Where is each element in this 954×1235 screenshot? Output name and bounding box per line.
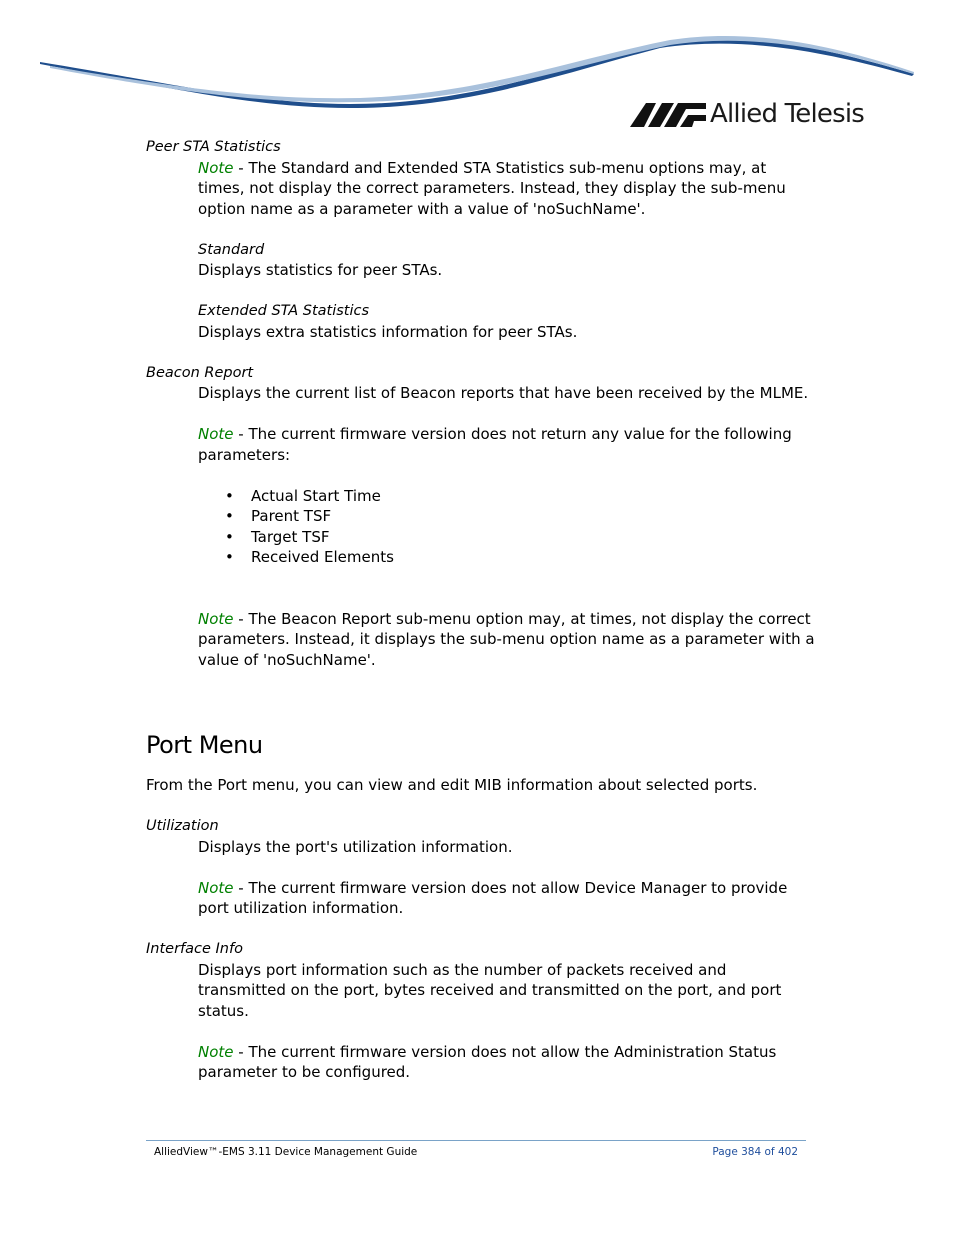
- note-text: - The current firmware version does not allow Device Manager to provide port utilization information.: [198, 878, 788, 917]
- term-standard: Standard: [198, 241, 265, 258]
- port-menu-intro: From the Port menu, you can view and edit MIB information about selected ports.: [146, 776, 758, 794]
- desc-utilization: Displays the port's utilization information.: [198, 837, 513, 856]
- peer-sta-block: [198, 158, 816, 343]
- allied-telesis-logo-icon: [630, 100, 706, 128]
- list-item: • Actual Start Time: [251, 486, 816, 507]
- term-peer-sta-statistics: Peer STA Statistics: [146, 139, 281, 155]
- list-item: • Parent TSF: [251, 506, 816, 527]
- beacon-note-2-block: [198, 609, 816, 671]
- beacon-parameter-list: [198, 486, 816, 568]
- document-body: [146, 137, 816, 1083]
- note-label: Note: [198, 425, 234, 443]
- interface-info-block: [198, 960, 816, 1083]
- section-heading-port-menu: Port Menu: [146, 731, 263, 759]
- note-text: - The current firmware version does not return any value for the following parameters:: [198, 425, 792, 464]
- allied-telesis-logo: [630, 100, 864, 128]
- footer-document-title: AlliedView™-EMS 3.11 Device Management Guide: [154, 1146, 418, 1158]
- logo-wordmark: Allied Telesis: [710, 99, 865, 129]
- note-label: Note: [198, 878, 234, 897]
- note-label: Note: [198, 609, 234, 628]
- footer-divider: [146, 1140, 806, 1141]
- term-interface-info: Interface Info: [146, 941, 243, 957]
- note-interface-info: [198, 1042, 816, 1083]
- desc-beacon-report: Displays the current list of Beacon reports that have been received by the MLME.: [198, 384, 809, 402]
- desc-extended-sta-statistics: Displays extra statistics information for peer STAs.: [198, 322, 578, 341]
- desc-interface-info: Displays port information such as the number of packets received and transmitted on the port, bytes received and transmitted on the port, and port status.: [198, 960, 782, 1020]
- note-beacon-1: [198, 424, 816, 465]
- list-item: • Target TSF: [251, 527, 816, 548]
- term-utilization: Utilization: [146, 818, 219, 834]
- note-text: - The Beacon Report sub-menu option may, at times, not display the correct parameters. Instead, it displays the sub-menu option name as a parameter with a value of 'noSuchName'.: [198, 609, 815, 669]
- note-beacon-2: [198, 609, 816, 671]
- note-label: Note: [198, 158, 234, 177]
- note-peer-sta: [198, 158, 816, 220]
- term-extended-sta-statistics: Extended STA Statistics: [198, 303, 370, 319]
- footer-page-number: Page 384 of 402: [712, 1146, 798, 1158]
- term-beacon-report: Beacon Report: [146, 364, 254, 381]
- beacon-block: [198, 383, 816, 486]
- note-text: - The Standard and Extended STA Statistics sub-menu options may, at times, not display the correct parameters. Instead, they display the sub-menu option name as a parameter with a value of 'noSuchName'.: [198, 158, 786, 218]
- list-item: • Received Elements: [251, 547, 816, 568]
- note-text: - The current firmware version does not allow the Administration Status parameter to be configured.: [198, 1042, 777, 1081]
- note-utilization: [198, 878, 816, 919]
- desc-standard: Displays statistics for peer STAs.: [198, 261, 443, 279]
- note-label: Note: [198, 1042, 234, 1061]
- utilization-block: [198, 837, 816, 919]
